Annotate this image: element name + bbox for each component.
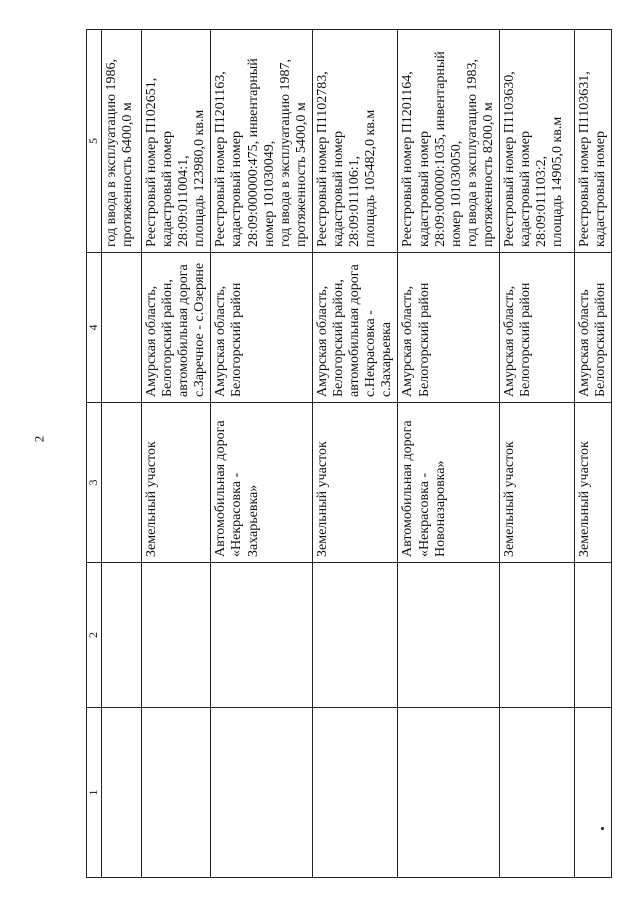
table-cell-col-1 [142, 708, 211, 878]
table-cell-col-4: Амурская область, Белогорский район [398, 253, 500, 403]
table-cell-col-3 [102, 403, 142, 563]
table-cell-col-3: Автомобильная дорога «Некрасовка - Захарьевка» [211, 403, 313, 563]
cell-line: Реестровый номер П1103630, [501, 71, 517, 247]
table-cell-col-4: Амурская область, Белогорский район, автомобильная дорога с.Некрасовка - с.Захарьевка [312, 253, 397, 403]
table-cell-col-2 [211, 563, 313, 708]
table-cell-col-1 [574, 708, 611, 878]
cell-line: кадастровый номер [229, 131, 245, 247]
cell-line: протяженность 5400,0 м [293, 102, 309, 247]
page-number: 2 [31, 435, 47, 443]
cell-line: площадь 14905,0 кв.м [550, 116, 566, 247]
cell-line: 28:09:011004:1, [176, 155, 192, 247]
table-cell-col-1 [312, 708, 397, 878]
table-cell-col-1 [499, 708, 574, 878]
cell-line: Реестровый номер П1103631, [576, 71, 592, 247]
cell-line: кадастровый номер [593, 131, 609, 247]
cell-line: кадастровый номер [518, 131, 534, 247]
cell-line: Реестровый номер П102651, [144, 77, 159, 247]
table-cell-col-1 [102, 708, 142, 878]
cell-line: протяженность 6400,0 м [120, 102, 136, 247]
header-col-4: 4 [87, 253, 102, 403]
header-row [87, 30, 102, 878]
table-cell-col-4 [102, 253, 142, 403]
table-row [312, 30, 397, 878]
header-col-1: 1 [87, 708, 102, 878]
table-cell-col-5 [398, 30, 500, 253]
table-row [102, 30, 142, 878]
rotated-table-sheet [86, 30, 609, 878]
table-cell-col-4: Амурская область, Белогорский район, автомобильная дорога с.Заречное - с.Озеряне [142, 253, 211, 403]
table-cell-col-4: Амурская область, Белогорский район [499, 253, 574, 403]
table-cell-col-5 [211, 30, 313, 253]
table-cell-col-5 [574, 30, 611, 253]
cell-line: кадастровый номер [331, 131, 347, 247]
table-cell-col-4: Амурская область, Белогорский район [211, 253, 313, 403]
table-cell-col-3: Земельный участок [142, 403, 211, 563]
cell-line: 28:09:011103:2, [534, 155, 550, 247]
table-cell-col-5 [312, 30, 397, 253]
property-table [86, 29, 612, 878]
table-cell-col-5 [102, 30, 142, 253]
table-cell-col-4: Амурская область Белогорский район [574, 253, 611, 403]
scan-speck [601, 827, 604, 830]
cell-line: год ввода в эксплуатацию 1987, [277, 58, 293, 247]
cell-line: 28:09:000000:1035, инвентарный номер 101030050, [432, 51, 464, 247]
cell-line: Реестровый номер П1201163, [213, 71, 229, 247]
table-cell-col-2 [574, 563, 611, 708]
header-col-3: 3 [87, 403, 102, 563]
cell-line: 28:09:000000:475, инвентарный номер 101030049, [245, 58, 277, 247]
table-cell-col-2 [398, 563, 500, 708]
cell-line: Реестровый номер П1102783, [314, 71, 330, 247]
table-cell-col-2 [499, 563, 574, 708]
table-cell-col-3: Земельный участок [499, 403, 574, 563]
cell-line: кадастровый номер [416, 131, 432, 247]
table-cell-col-1 [398, 708, 500, 878]
cell-line: 28:09:011106:1, [347, 155, 363, 247]
table-cell-col-3: Земельный участок [312, 403, 397, 563]
cell-line: протяженность 8200,0 м [480, 102, 496, 247]
table-row [499, 30, 574, 878]
cell-line: кадастровый номер [160, 131, 176, 247]
table-row [574, 30, 611, 878]
table-cell-col-5 [499, 30, 574, 253]
table-cell-col-3: Автомобильная дорога «Некрасовка - Новоназаровка» [398, 403, 500, 563]
table-cell-col-2 [102, 563, 142, 708]
table-cell-col-1 [211, 708, 313, 878]
table-cell-col-5 [142, 30, 211, 253]
cell-line: площадь 105482,0 кв.м [363, 109, 379, 247]
cell-line: площадь 123980,0 кв.м [192, 109, 208, 247]
table-row [142, 30, 211, 878]
cell-line: год ввода в эксплуатацию 1986, [104, 58, 119, 247]
header-col-2: 2 [87, 563, 102, 708]
table-cell-col-3: Земельный участок [574, 403, 611, 563]
table-row [211, 30, 313, 878]
table-cell-col-2 [142, 563, 211, 708]
cell-line: Реестровый номер П1201164, [400, 71, 416, 247]
cell-line: год ввода в эксплуатацию 1983, [464, 58, 480, 247]
table-row [398, 30, 500, 878]
table-cell-col-2 [312, 563, 397, 708]
header-col-5: 5 [87, 30, 102, 253]
